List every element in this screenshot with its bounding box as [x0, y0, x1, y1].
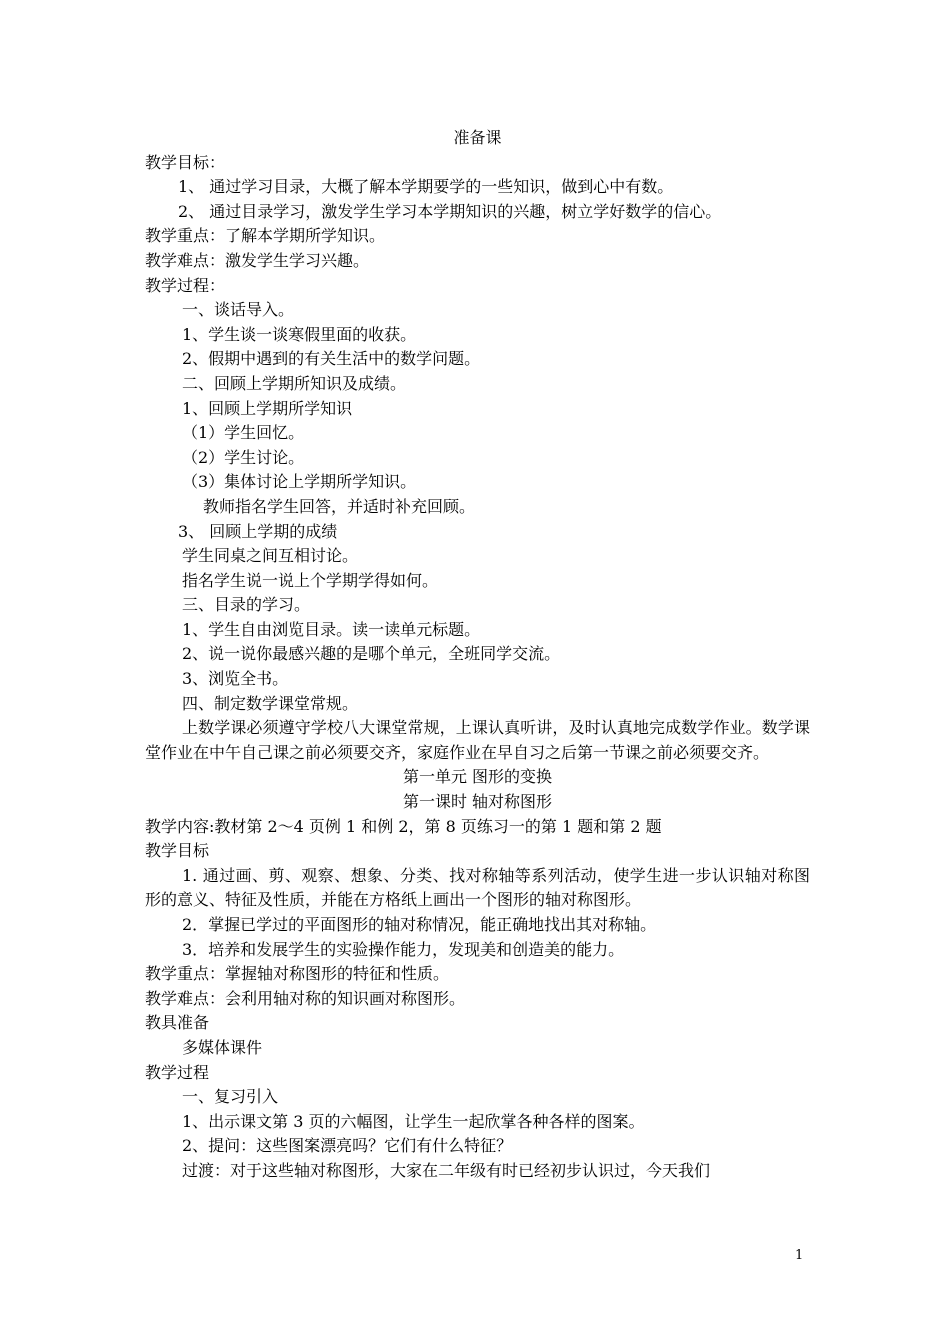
text-line: 教学重点：了解本学期所学知识。 [145, 226, 386, 246]
section-heading: 第一课时 轴对称图形 [402, 792, 553, 812]
text-line: 1、出示课文第 3 页的六幅图，让学生一起欣掌各种各样的图案。 [182, 1111, 645, 1131]
text-line: 四、制定数学课堂常规。 [182, 693, 359, 713]
text-line: 3．培养和发展学生的实验操作能力，发现美和创造美的能力。 [182, 939, 625, 959]
text-line: 2、假期中遇到的有关生活中的数学问题。 [182, 349, 481, 369]
text-line: 上数学课必须遵守学校八大课堂常规，上课认真听讲，及时认真地完成数学作业。数学课堂作业在中午自己课之前必须要交齐，家庭作业在早自习之后第一节课之前必须要交齐。 [145, 718, 810, 762]
text-line: 2．掌握已学过的平面图形的轴对称情况，能正确地找出其对称轴。 [182, 915, 657, 934]
text-line: 过渡：对于这些轴对称图形，大家在二年级有时已经初步认识过，今天我们 [182, 1160, 711, 1180]
text-line: 教学内容:教材第 2～4 页例 1 和例 2，第 8 页练习一的第 1 题和第 2 题 [145, 816, 662, 836]
text-line: 三、目录的学习。 [182, 595, 311, 615]
text-line: 教学难点：激发学生学习兴趣。 [145, 250, 370, 270]
text-line: （2）学生讨论。 [182, 447, 305, 467]
text-line: 1、 通过学习目录，大概了解本学期要学的一些知识，做到心中有数。 [178, 177, 674, 197]
text-line: 2、 通过目录学习，激发学生学习本学期知识的兴趣，树立学好数学的信心。 [178, 201, 722, 221]
text-line: 教学目标： [145, 152, 226, 172]
text-line: 2、提问：这些图案漂亮吗？它们有什么特征？ [182, 1136, 513, 1156]
page-number: 1 [795, 1248, 804, 1263]
text-line: 1、学生谈一谈寒假里面的收获。 [182, 324, 417, 344]
text-line: 3、浏览全书。 [182, 669, 289, 689]
text-line: 1. 通过画、剪、观察、想象、分类、找对称轴等系列活动，使学生进一步认识轴对称图形的意义、特征及性质，并能在方格纸上画出一个图形的轴对称图形。 [145, 865, 810, 910]
text-line: 多媒体课件 [182, 1037, 263, 1057]
text-line: 教学难点：会利用轴对称的知识画对称图形。 [145, 988, 466, 1008]
text-line: 教具准备 [145, 1013, 210, 1033]
document-body [145, 126, 810, 1184]
text-line: 教学过程： [145, 275, 226, 295]
text-line: 3、 回顾上学期的成绩 [178, 521, 338, 541]
text-line: 一、复习引入 [182, 1087, 279, 1107]
text-line: 教师指名学生回答，并适时补充回顾。 [203, 496, 476, 516]
text-line: 教学过程 [145, 1062, 210, 1082]
section-heading: 第一单元 图形的变换 [402, 767, 553, 787]
text-line: 二、回顾上学期所知识及成绩。 [182, 373, 407, 393]
text-line: 1、回顾上学期所学知识 [182, 398, 353, 418]
section-heading: 准备课 [453, 128, 502, 147]
text-line: 教学目标 [145, 841, 210, 861]
text-line: 一、谈话导入。 [182, 300, 295, 320]
text-line: 2、说一说你最感兴趣的是哪个单元，全班同学交流。 [182, 644, 561, 664]
text-line: 学生同桌之间互相讨论。 [182, 546, 359, 566]
text-line: 指名学生说一说上个学期学得如何。 [182, 570, 439, 590]
text-line: （3）集体讨论上学期所学知识。 [182, 472, 417, 492]
text-line: 教学重点：掌握轴对称图形的特征和性质。 [145, 964, 450, 984]
text-line: （1）学生回忆。 [182, 423, 305, 443]
text-line: 1、学生自由浏览目录。读一读单元标题。 [182, 619, 481, 639]
